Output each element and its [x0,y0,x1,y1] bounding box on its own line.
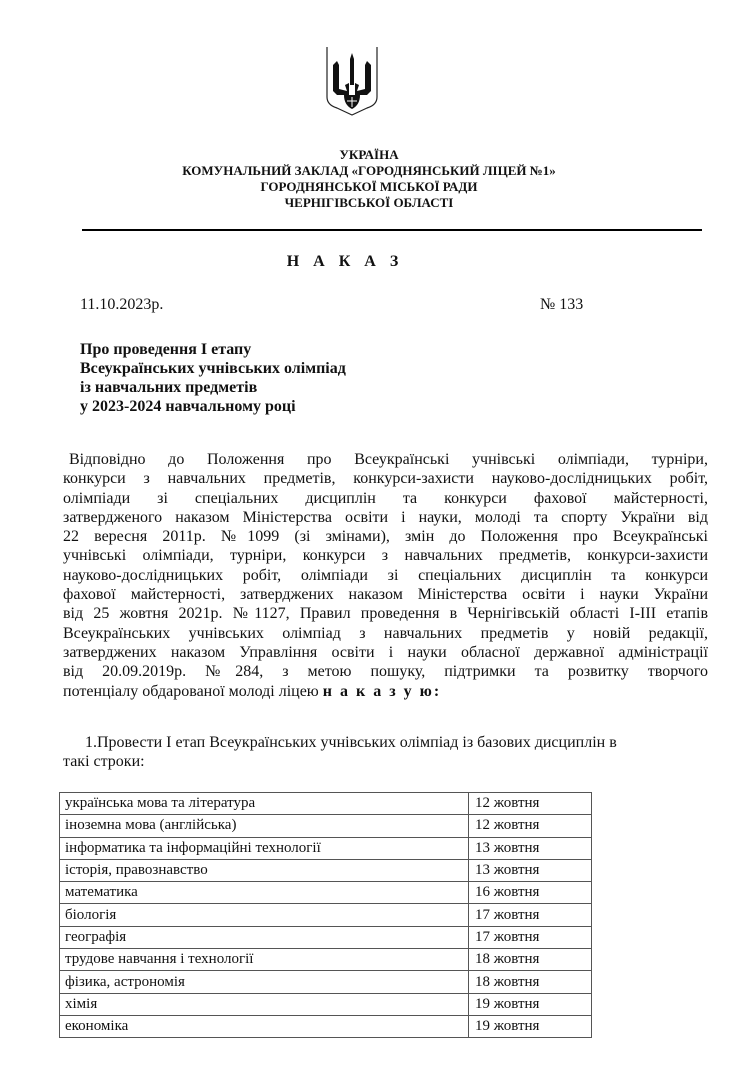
header-institution: КОМУНАЛЬНИЙ ЗАКЛАД «ГОРОДНЯНСЬКИЙ ЛІЦЕЙ №1» [182,163,556,178]
body-line: затверджених наказом Управління освіти і науки обласної державної адміністрації [63,643,708,661]
body-line: затвердженого наказом Міністерства освіти і науки, молоді та спорту України від [63,508,708,526]
subject-cell: інформатика та інформаційні технології [60,837,469,859]
item-line: такі строки: [63,753,145,771]
subject-line: із навчальних предметів [80,379,258,396]
subject-cell: біологія [60,904,469,926]
table-row [60,926,592,948]
table-row [60,815,592,837]
subject-line: Про проведення І етапу [80,341,252,358]
date-cell: 18 жовтня [469,971,592,993]
table-row [60,882,592,904]
subject-cell: математика [60,882,469,904]
subject-cell: іноземна мова (англійська) [60,815,469,837]
header-region: ЧЕРНІГІВСЬКОЇ ОБЛАСТІ [284,195,454,210]
body-line: Відповідно до Положення про Всеукраїнські учнівські олімпіади, турніри, [69,451,708,468]
order-item-1 [63,733,703,772]
order-number: № 133 [540,296,584,313]
order-subject [80,340,346,416]
table-row [60,793,592,815]
table-row [60,859,592,881]
table-row [60,837,592,859]
subject-line: у 2023-2024 навчальному році [80,398,296,415]
subject-cell: трудове навчання і технології [60,949,469,971]
institution-header [0,147,738,211]
date-cell: 13 жовтня [469,837,592,859]
item-line: 1.Провести І етап Всеукраїнських учнівських олімпіад із базових дисциплін в [85,734,617,751]
trident-coat-of-arms-icon [325,45,379,117]
olympiad-schedule-table [59,792,592,1038]
date-cell: 12 жовтня [469,815,592,837]
header-country: УКРАЇНА [339,147,399,162]
body-line: фахової майстерності, затверджених наказом Міністерства освіти і науки України [63,586,708,604]
body-line: 22 вересня 2011р. №1099 (зі змінами), змін до Положення про Всеукраїнські [63,528,708,546]
date-cell: 19 жовтня [469,1015,592,1037]
order-preamble [63,450,708,701]
header-council: ГОРОДНЯНСЬКОЇ МІСЬКОЇ РАДИ [260,179,478,194]
subject-cell: хімія [60,993,469,1015]
subject-cell: географія [60,926,469,948]
order-directive: н а к а з у ю: [322,682,442,700]
body-line: від 25 жовтня 2021р. №1127, Правил проведення в Чернігівській області І-ІІІ етапів [63,605,708,623]
table-row [60,993,592,1015]
subject-cell: економіка [60,1015,469,1037]
order-title: Н А К А З [286,253,404,270]
body-line: науково-дослідницьких робіт, олімпіади зі спеціальних дисциплін та конкурси [63,566,708,584]
date-cell: 18 жовтня [469,949,592,971]
body-line [63,682,708,701]
body-line: Всеукраїнських учнівських олімпіад з навчальних предметів у новій редакції, [63,624,708,642]
header-divider [82,229,702,231]
date-cell: 19 жовтня [469,993,592,1015]
date-cell: 12 жовтня [469,793,592,815]
body-last-text: потенціалу обдарованої молоді ліцею [63,682,323,700]
date-cell: 13 жовтня [469,859,592,881]
body-line: учнівські олімпіади, турніри, конкурси з навчальних предметів, конкурси-захисти [63,547,708,565]
date-cell: 17 жовтня [469,904,592,926]
order-date: 11.10.2023р. [80,296,164,313]
date-cell: 17 жовтня [469,926,592,948]
body-line: від 20.09.2019р. №284, з метою пошуку, підтримки та розвитку творчого [63,663,708,681]
table-row [60,1015,592,1037]
subject-cell: фізика, астрономія [60,971,469,993]
table-row [60,949,592,971]
date-cell: 16 жовтня [469,882,592,904]
body-line: олімпіади зі спеціальних дисциплін та конкурси фахової майстерності, [63,489,708,507]
table-row [60,904,592,926]
subject-cell: українська мова та література [60,793,469,815]
table-row [60,971,592,993]
subject-cell: історія, правознавство [60,859,469,881]
body-line: конкурси з навчальних предметів, конкурси-захисти науково-дослідницьких робіт, [63,470,708,488]
subject-line: Всеукраїнських учнівських олімпіад [80,360,346,377]
